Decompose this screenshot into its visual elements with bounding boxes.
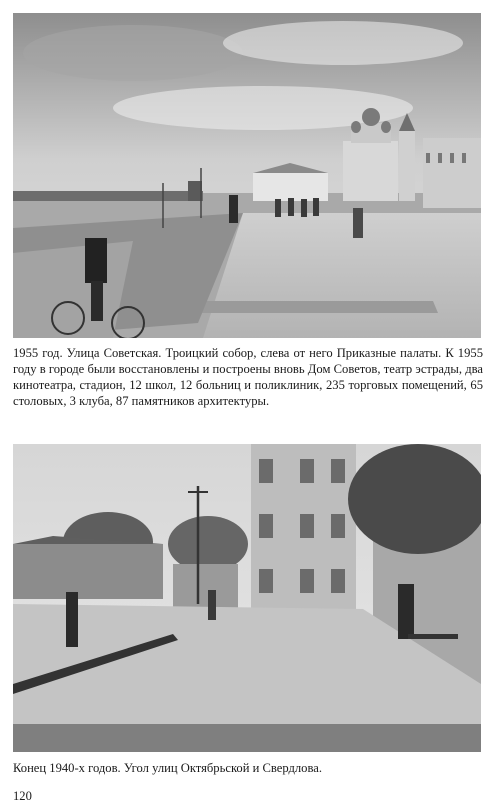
photo-1-caption: 1955 год. Улица Советская. Троицкий собор, слева от него Приказные палаты. К 1955 году в городе были восстановлены и построены вновь Дом Советов, театр эстрады, два кинотеатра, стадион, 12 школ, 12 больниц и поликлиник, 235 торговых помещений, 65 столовых, 3 клуба, 87 памятников архитектуры. <box>13 346 483 408</box>
page-number: 120 <box>13 789 32 803</box>
photo-street-corner-late-1940s <box>13 444 481 752</box>
photo-2-illustration <box>13 444 481 752</box>
photo-sovetskaya-street-1955 <box>13 13 481 338</box>
photo-1-illustration <box>13 13 481 338</box>
photo-2-caption: Конец 1940-х годов. Угол улиц Октябрьской и Свердлова. <box>13 761 322 775</box>
